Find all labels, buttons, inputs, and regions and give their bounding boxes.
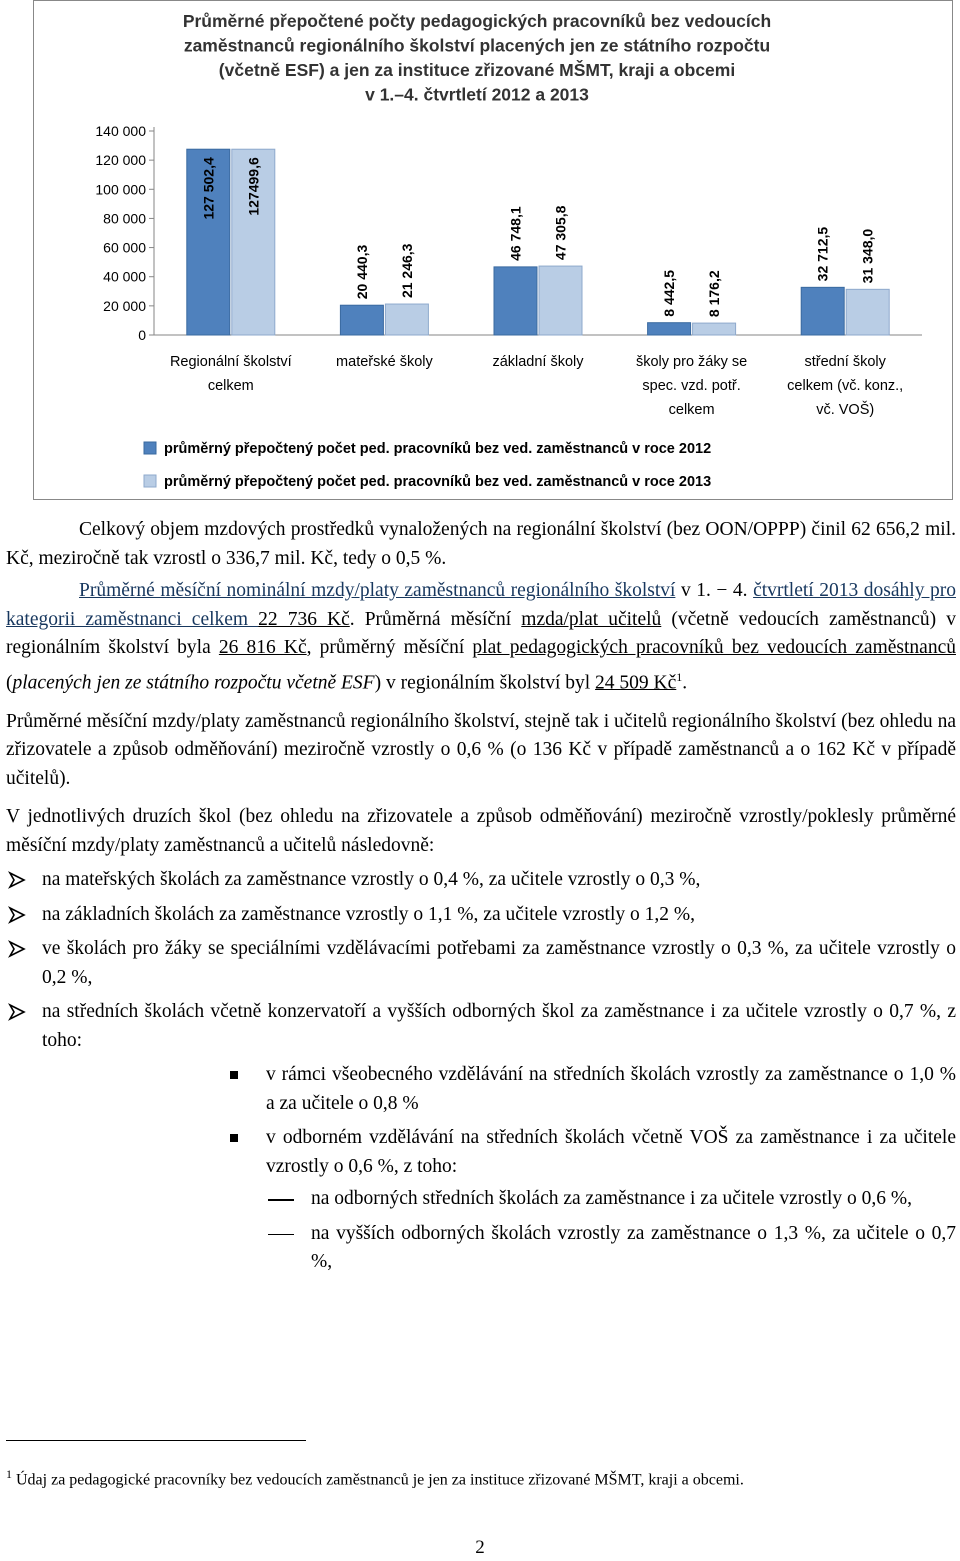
arrow-bullet-icon [6, 901, 30, 929]
x-category-label: celkem [668, 402, 715, 418]
x-category-label: školy pro žáky se [635, 354, 748, 370]
arrow-bullet-icon [6, 935, 30, 963]
text-run: . Průměrná měsíční [349, 608, 522, 630]
bar-2012 [340, 305, 383, 335]
paragraph-yoy-growth: Průměrné měsíční mzdy/platy zaměstnanců regionálního školství, stejně tak i učitelů regionálního školství (bez ohledu na zřizovatele a způsob odměňování) meziročně vzrostly o 0,6 % (o 136 Kč v případě zaměstnanců a o 162 Kč v případě učitelů). [6, 710, 956, 789]
paragraph-school-types-intro: V jednotlivých druzích škol (bez ohledu na zřizovatele a způsob odměňování) meziročně vzrostly/poklesly průměrné měsíční mzdy/platy zaměstnanců a učitelů následovně: [6, 806, 956, 856]
bar-2012 [801, 287, 844, 335]
paragraph-total-wages: Celkový objem mzdových prostředků vynaložených na regionální školství (bez OON/OPPP) činil 62 656,2 mil. Kč, meziročně tak vzrostl o 336,7 mil. Kč, tedy o 0,5 %. [6, 519, 956, 569]
vocational-sublist [266, 1185, 956, 1277]
chart-title-line: v 1.–4. čtvrtletí 2012 a 2013 [365, 84, 589, 105]
bar-value-label: 8 176,2 [706, 270, 723, 318]
text-run: (včetně vedoucích zaměstnanců) v regionálním školství byla [6, 608, 956, 658]
bar-2013 [846, 289, 889, 335]
y-tick-label: 20 000 [103, 297, 146, 314]
school-type-list [6, 866, 956, 1055]
bar-2012 [494, 267, 537, 335]
list-item [6, 935, 956, 992]
bar-2013 [385, 304, 428, 335]
arrow-bullet-icon [6, 866, 30, 894]
link-average-nominal-wages[interactable]: Průměrné měsíční nominální mzdy/platy zaměstnanců regionálního školství [79, 580, 676, 601]
list-item-text: na základních školách za zaměstnance vzrostly o 1,1 %, za učitele vzrostly o 1,2 %, [42, 903, 696, 925]
list-item-text: na mateřských školách za zaměstnance vzrostly o 0,4 %, za učitele vzrostly o 0,3 %, [42, 869, 701, 890]
chart-title-line: zaměstnanců regionálního školství placených jen ze státního rozpočtu [183, 35, 771, 56]
x-category-label: spec. vzd. potř. [642, 378, 741, 394]
bar-value-label: 8 442,5 [661, 269, 678, 317]
list-item-text: na vyšších odborných školách vzrostly za zaměstnance o 1,3 %, za učitele o 0,7 %, [311, 1222, 956, 1272]
x-category-label: základní školy [492, 354, 584, 370]
y-tick-label: 60 000 [103, 239, 146, 256]
bar-value-label: 32 712,5 [814, 226, 831, 282]
dash-bullet-icon [268, 1234, 294, 1236]
arrow-bullet-icon [6, 998, 30, 1026]
footnote-divider [6, 1440, 306, 1441]
x-category-label: Regionální školství [169, 354, 292, 370]
text-run: ) v regionálním školství byl [374, 672, 596, 693]
y-tick-label: 120 000 [95, 152, 146, 169]
dash-bullet-icon [268, 1199, 294, 1201]
list-item [6, 998, 956, 1055]
list-item [228, 1061, 956, 1118]
bar-chart [34, 1, 952, 499]
link-quarter-employees[interactable]: čtvrtletí 2013 dosáhly pro kategorii zaměstnanci celkem [6, 580, 956, 630]
text-run: ( [6, 672, 13, 693]
y-tick-label: 140 000 [95, 123, 146, 139]
legend-label-2012: průměrný přepočtený počet ped. pracovníků bez ved. zaměstnanců v roce 2012 [164, 441, 712, 457]
x-category-label: střední školy [804, 354, 886, 370]
term-pedagogical-wage: plat pedagogických pracovníků bez vedoucích zaměstnanců [472, 637, 956, 658]
bar-2012 [648, 323, 691, 335]
legend-swatch-2013 [144, 475, 156, 487]
y-tick-label: 40 000 [103, 268, 146, 285]
footnote-text: Údaj za pedagogické pracovníky bez vedoucích zaměstnanců je jen za instituce zřizované MŠMT, kraji a obcemi. [12, 1471, 744, 1489]
value-teacher-wage: 26 816 Kč [218, 637, 307, 658]
list-item [266, 1185, 956, 1214]
list-item-text: v rámci všeobecného vzdělávání na středních školách vzrostly za zaměstnance o 1,0 % a za učitele o 0,8 % [266, 1064, 956, 1114]
x-category-label: mateřské školy [336, 354, 433, 370]
footnote [6, 1463, 744, 1491]
list-item-text: v odborném vzdělávání na středních školách včetně VOŠ za zaměstnance i za učitele vzrostly o 0,6 %, z toho: [266, 1127, 956, 1177]
list-item [228, 1124, 956, 1277]
bar-value-label: 47 305,8 [552, 205, 569, 261]
page-number: 2 [475, 1537, 485, 1558]
text-run: v 1. − 4. [675, 580, 754, 601]
bar-value-label: 46 748,1 [507, 206, 524, 261]
value-pedagogical-wage: 24 509 Kč [595, 672, 677, 693]
list-item [266, 1220, 956, 1277]
list-item [6, 866, 956, 895]
bar-value-label: 127 502,4 [200, 157, 217, 220]
y-tick-label: 100 000 [95, 181, 146, 198]
x-category-label: vč. VOŠ) [816, 402, 875, 418]
paragraph-average-wages [6, 577, 956, 698]
list-item-text: na středních školách včetně konzervatoří a vyšších odborných škol za zaměstnance i za učitele vzrostly o 0,7 %, z toho: [42, 1001, 956, 1051]
footnote-mark: 1 [6, 1467, 12, 1481]
chart-title-line: (včetně ESF) a jen za instituce zřizované MŠMT, kraji a obcemi [218, 60, 736, 80]
bar-value-label: 21 246,3 [398, 243, 415, 299]
bar-2013 [539, 266, 582, 335]
x-category-label: celkem [207, 378, 254, 394]
footnote-ref[interactable]: 1 [676, 669, 683, 684]
list-item-text: na odborných středních školách za zaměstnance i za učitele vzrostly o 0,6 %, [311, 1188, 913, 1209]
y-tick-label: 0 [138, 327, 146, 343]
x-category-label: celkem (vč. konz., [787, 378, 904, 394]
value-employees-wage: 22 736 Kč [258, 608, 350, 630]
legend-label-2013: průměrný přepočtený počet ped. pracovníků bez ved. zaměstnanců v roce 2013 [164, 474, 712, 490]
bar-value-label: 31 348,0 [859, 228, 876, 284]
y-tick-label: 80 000 [103, 210, 146, 227]
bar-value-label: 20 440,3 [353, 244, 370, 300]
body-text [6, 516, 956, 1283]
legend-swatch-2012 [144, 442, 156, 454]
bar-value-label: 127499,6 [245, 157, 262, 216]
chart-container [33, 0, 953, 500]
term-teacher-wage: mzda/plat učitelů [521, 608, 662, 630]
text-run: , průměrný měsíční [306, 637, 473, 658]
list-item-text: ve školách pro žáky se speciálními vzdělávacími potřebami za zaměstnance vzrostly o 0,3 %, za učitele vzrostly o 0,2 %, [42, 938, 956, 988]
text-italic: placených jen ze státního rozpočtu včetně ESF [12, 672, 375, 693]
square-bullet-icon [230, 1071, 238, 1079]
secondary-school-sublist [6, 1061, 956, 1277]
square-bullet-icon [230, 1134, 238, 1142]
chart-title-line: Průměrné přepočtené počty pedagogických pracovníků bez vedoucích [182, 11, 772, 31]
text-run: . [682, 672, 688, 693]
bar-2013 [693, 323, 736, 335]
list-item [6, 901, 956, 930]
